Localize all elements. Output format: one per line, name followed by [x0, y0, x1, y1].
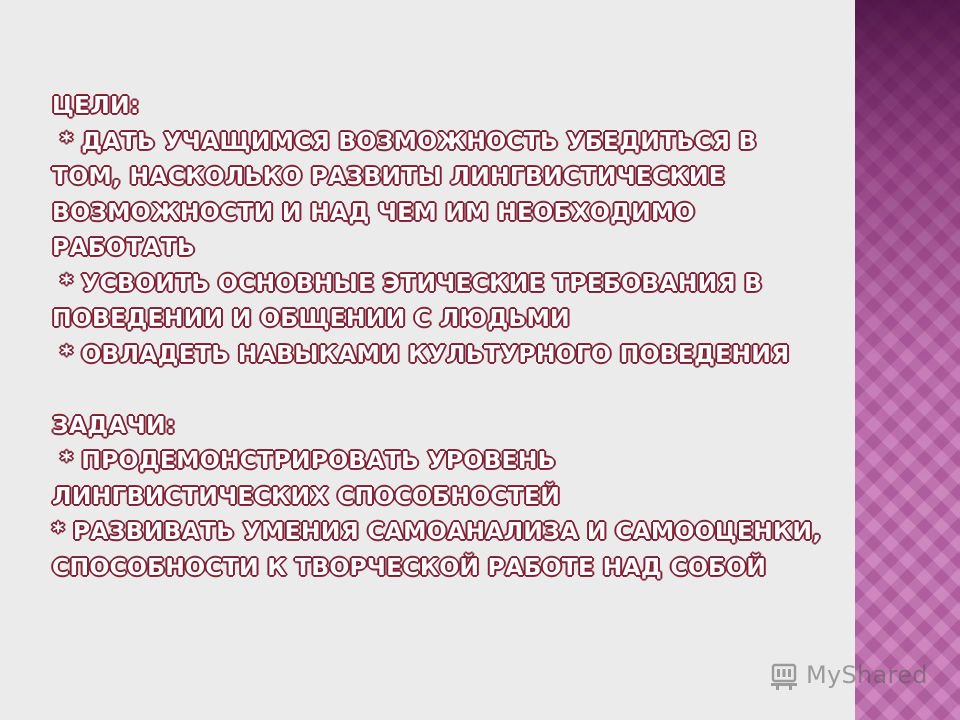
- slide-body-text: [52, 88, 842, 585]
- decorative-side-band: [855, 0, 960, 720]
- text-line: * ОВЛАДЕТЬ НАВЫКАМИ КУЛЬТУРНОГО ПОВЕДЕНИЯ: [52, 339, 790, 368]
- text-line: ПОВЕДЕНИИ И ОБЩЕНИИ С ЛЮДЬМИ: [52, 304, 570, 332]
- text-line: ЛИНГВИСТИЧЕСКИХ СПОСОБНОСТЕЙ: [52, 481, 561, 510]
- text-line: РАБОТАТЬ: [52, 233, 196, 261]
- text-line: * ДАТЬ УЧАЩИМСЯ ВОЗМОЖНОСТЬ УБЕДИТЬСЯ В: [52, 126, 757, 155]
- myshared-logo-icon: [768, 659, 800, 691]
- text-line: ВОЗМОЖНОСТИ И НАД ЧЕМ ИМ НЕОБХОДИМО: [52, 197, 695, 226]
- text-line: СПОСОБНОСТИ К ТВОРЧЕСКОЙ РАБОТЕ НАД СОБОЙ: [52, 552, 767, 581]
- myshared-watermark: [768, 658, 928, 692]
- heading-tasks: ЗАДАЧИ:: [52, 410, 176, 439]
- text-line: ТОМ, НАСКОЛЬКО РАЗВИТЫ ЛИНГВИСТИЧЕСКИЕ: [52, 162, 726, 190]
- blank-line: [52, 372, 842, 408]
- watermark-text: MyShared: [806, 661, 928, 689]
- heading-goals: ЦЕЛИ:: [52, 91, 140, 119]
- text-line: * ПРОДЕМОНСТРИРОВАТЬ УРОВЕНЬ: [52, 446, 556, 474]
- text-line: * УСВОИТЬ ОСНОВНЫЕ ЭТИЧЕСКИЕ ТРЕБОВАНИЯ В: [52, 268, 763, 297]
- text-line: * РАЗВИВАТЬ УМЕНИЯ САМОАНАЛИЗА И САМООЦЕНКИ,: [52, 517, 822, 545]
